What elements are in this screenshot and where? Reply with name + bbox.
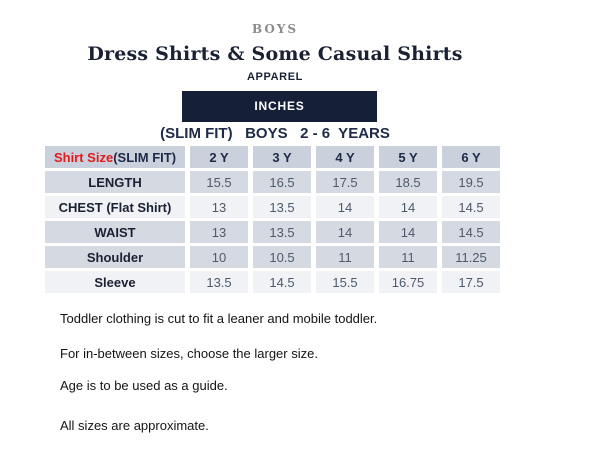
table-cell: 15.5 [316,271,374,293]
column-header-4y: 4 Y [316,146,374,168]
note-between-sizes: For in-between sizes, choose the larger size. [60,346,318,361]
table-cell: 11.25 [442,246,500,268]
table-cell: 10 [190,246,248,268]
page-title: Dress Shirts & Some Casual Shirts [87,43,463,65]
table-cell: 14 [316,221,374,243]
row-label: Sleeve [45,271,185,293]
column-header-6y: 6 Y [442,146,500,168]
shirt-size-label: Shirt Size [53,149,114,165]
table-cell: 14.5 [253,271,311,293]
table-row-length [45,171,500,193]
size-range-heading: (SLIM FIT) BOYS 2 - 6 YEARS [160,125,390,142]
table-row-waist [45,221,500,243]
table-cell: 13.5 [253,196,311,218]
table-cell: 14 [316,196,374,218]
slim-fit-label: (SLIM FIT) [113,149,177,165]
table-cell: 16.5 [253,171,311,193]
table-cell: 13.5 [253,221,311,243]
note-age-guide: Age is to be used as a guide. [60,378,228,393]
table-cell: 13.5 [190,271,248,293]
table-cell: 10.5 [253,246,311,268]
table-row-sleeve [45,271,500,293]
size-chart-table [40,143,505,296]
table-cell: 11 [379,246,437,268]
fit-notes [60,312,505,432]
row-label: WAIST [45,221,185,243]
table-header-row [45,146,500,168]
header-label-cell [45,146,185,168]
note-approximate: All sizes are approximate. [60,418,209,433]
table-cell: 13 [190,221,248,243]
table-row-chest [45,196,500,218]
column-header-2y: 2 Y [190,146,248,168]
table-cell: 17.5 [316,171,374,193]
table-cell: 14 [379,196,437,218]
row-label: CHEST (Flat Shirt) [45,196,185,218]
table-cell: 18.5 [379,171,437,193]
table-cell: 19.5 [442,171,500,193]
apparel-subtitle: APPAREL [247,71,303,83]
category-label: BOYS [251,22,299,36]
table-cell: 13 [190,196,248,218]
table-cell: 11 [316,246,374,268]
row-label: LENGTH [45,171,185,193]
column-header-3y: 3 Y [253,146,311,168]
column-header-5y: 5 Y [379,146,437,168]
table-cell: 16.75 [379,271,437,293]
row-label: Shoulder [45,246,185,268]
table-cell: 15.5 [190,171,248,193]
note-toddler-fit: Toddler clothing is cut to fit a leaner and mobile toddler. [60,311,378,326]
table-cell: 14 [379,221,437,243]
content-column [45,0,505,432]
table-cell: 17.5 [442,271,500,293]
units-banner: INCHES [182,91,377,122]
table-row-shoulder [45,246,500,268]
table-cell: 14.5 [442,196,500,218]
table-cell: 14.5 [442,221,500,243]
